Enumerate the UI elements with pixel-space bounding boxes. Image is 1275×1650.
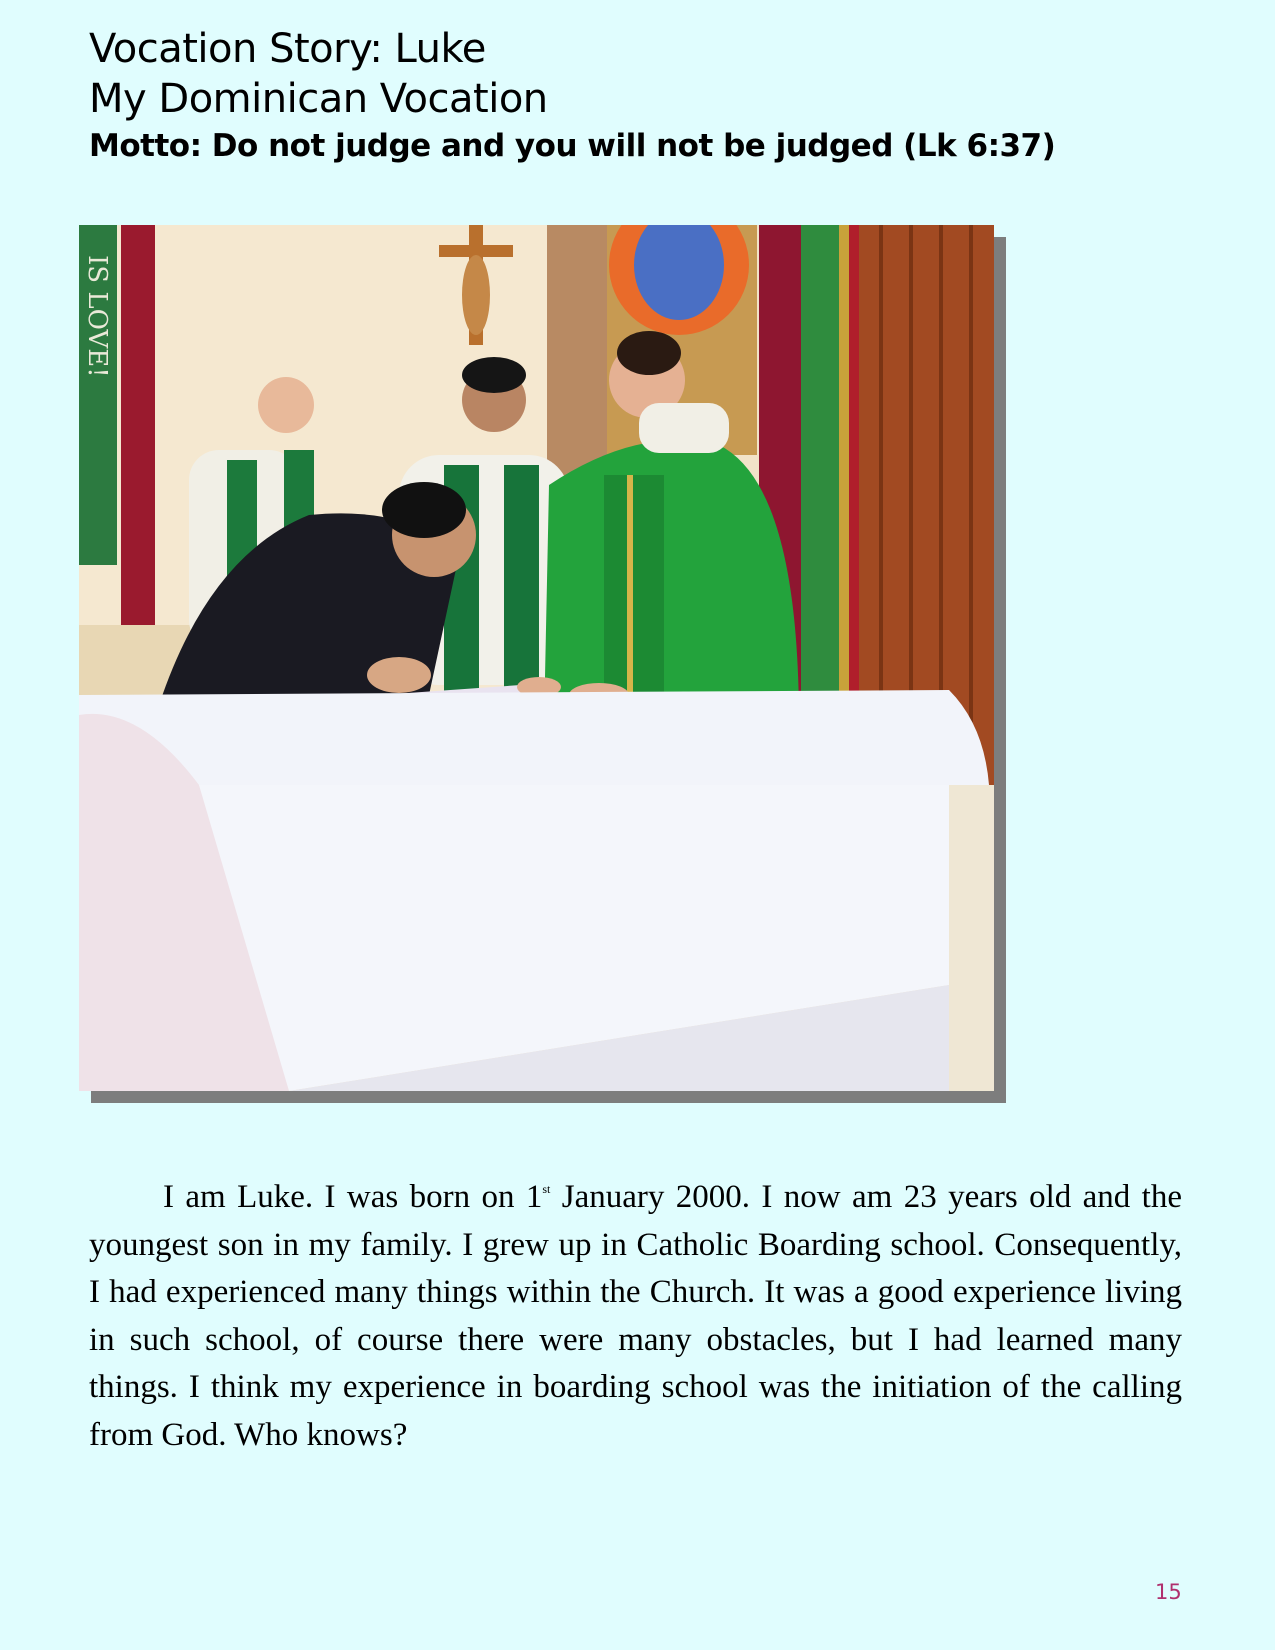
body-text-part1: I am Luke. I was born on 1 [163,1179,543,1215]
page-number: 15 [1155,1580,1182,1604]
page-title: Vocation Story: Luke [89,26,486,72]
photo-illustration [79,225,994,1091]
photo [79,225,994,1091]
body-paragraph [89,1174,1182,1459]
title-block [89,24,1055,168]
ordinal-suffix: st [542,1182,551,1196]
motto: Motto: Do not judge and you will not be judged (Lk 6:37) [89,128,1056,164]
page-subtitle: My Dominican Vocation [89,76,548,122]
body-text-part2: January 2000. I now am 23 years old and the youngest son in my family. I grew up in Catholic Boarding school. Consequently, I had experienced many things within the Church. It was a good experience living in such school, of course there were many obstacles, but I had learned many things. I think my experience in boarding school was the initiation of the calling from God. Who knows? [89,1179,1182,1453]
banner-text: IS LOVE! [82,255,112,378]
